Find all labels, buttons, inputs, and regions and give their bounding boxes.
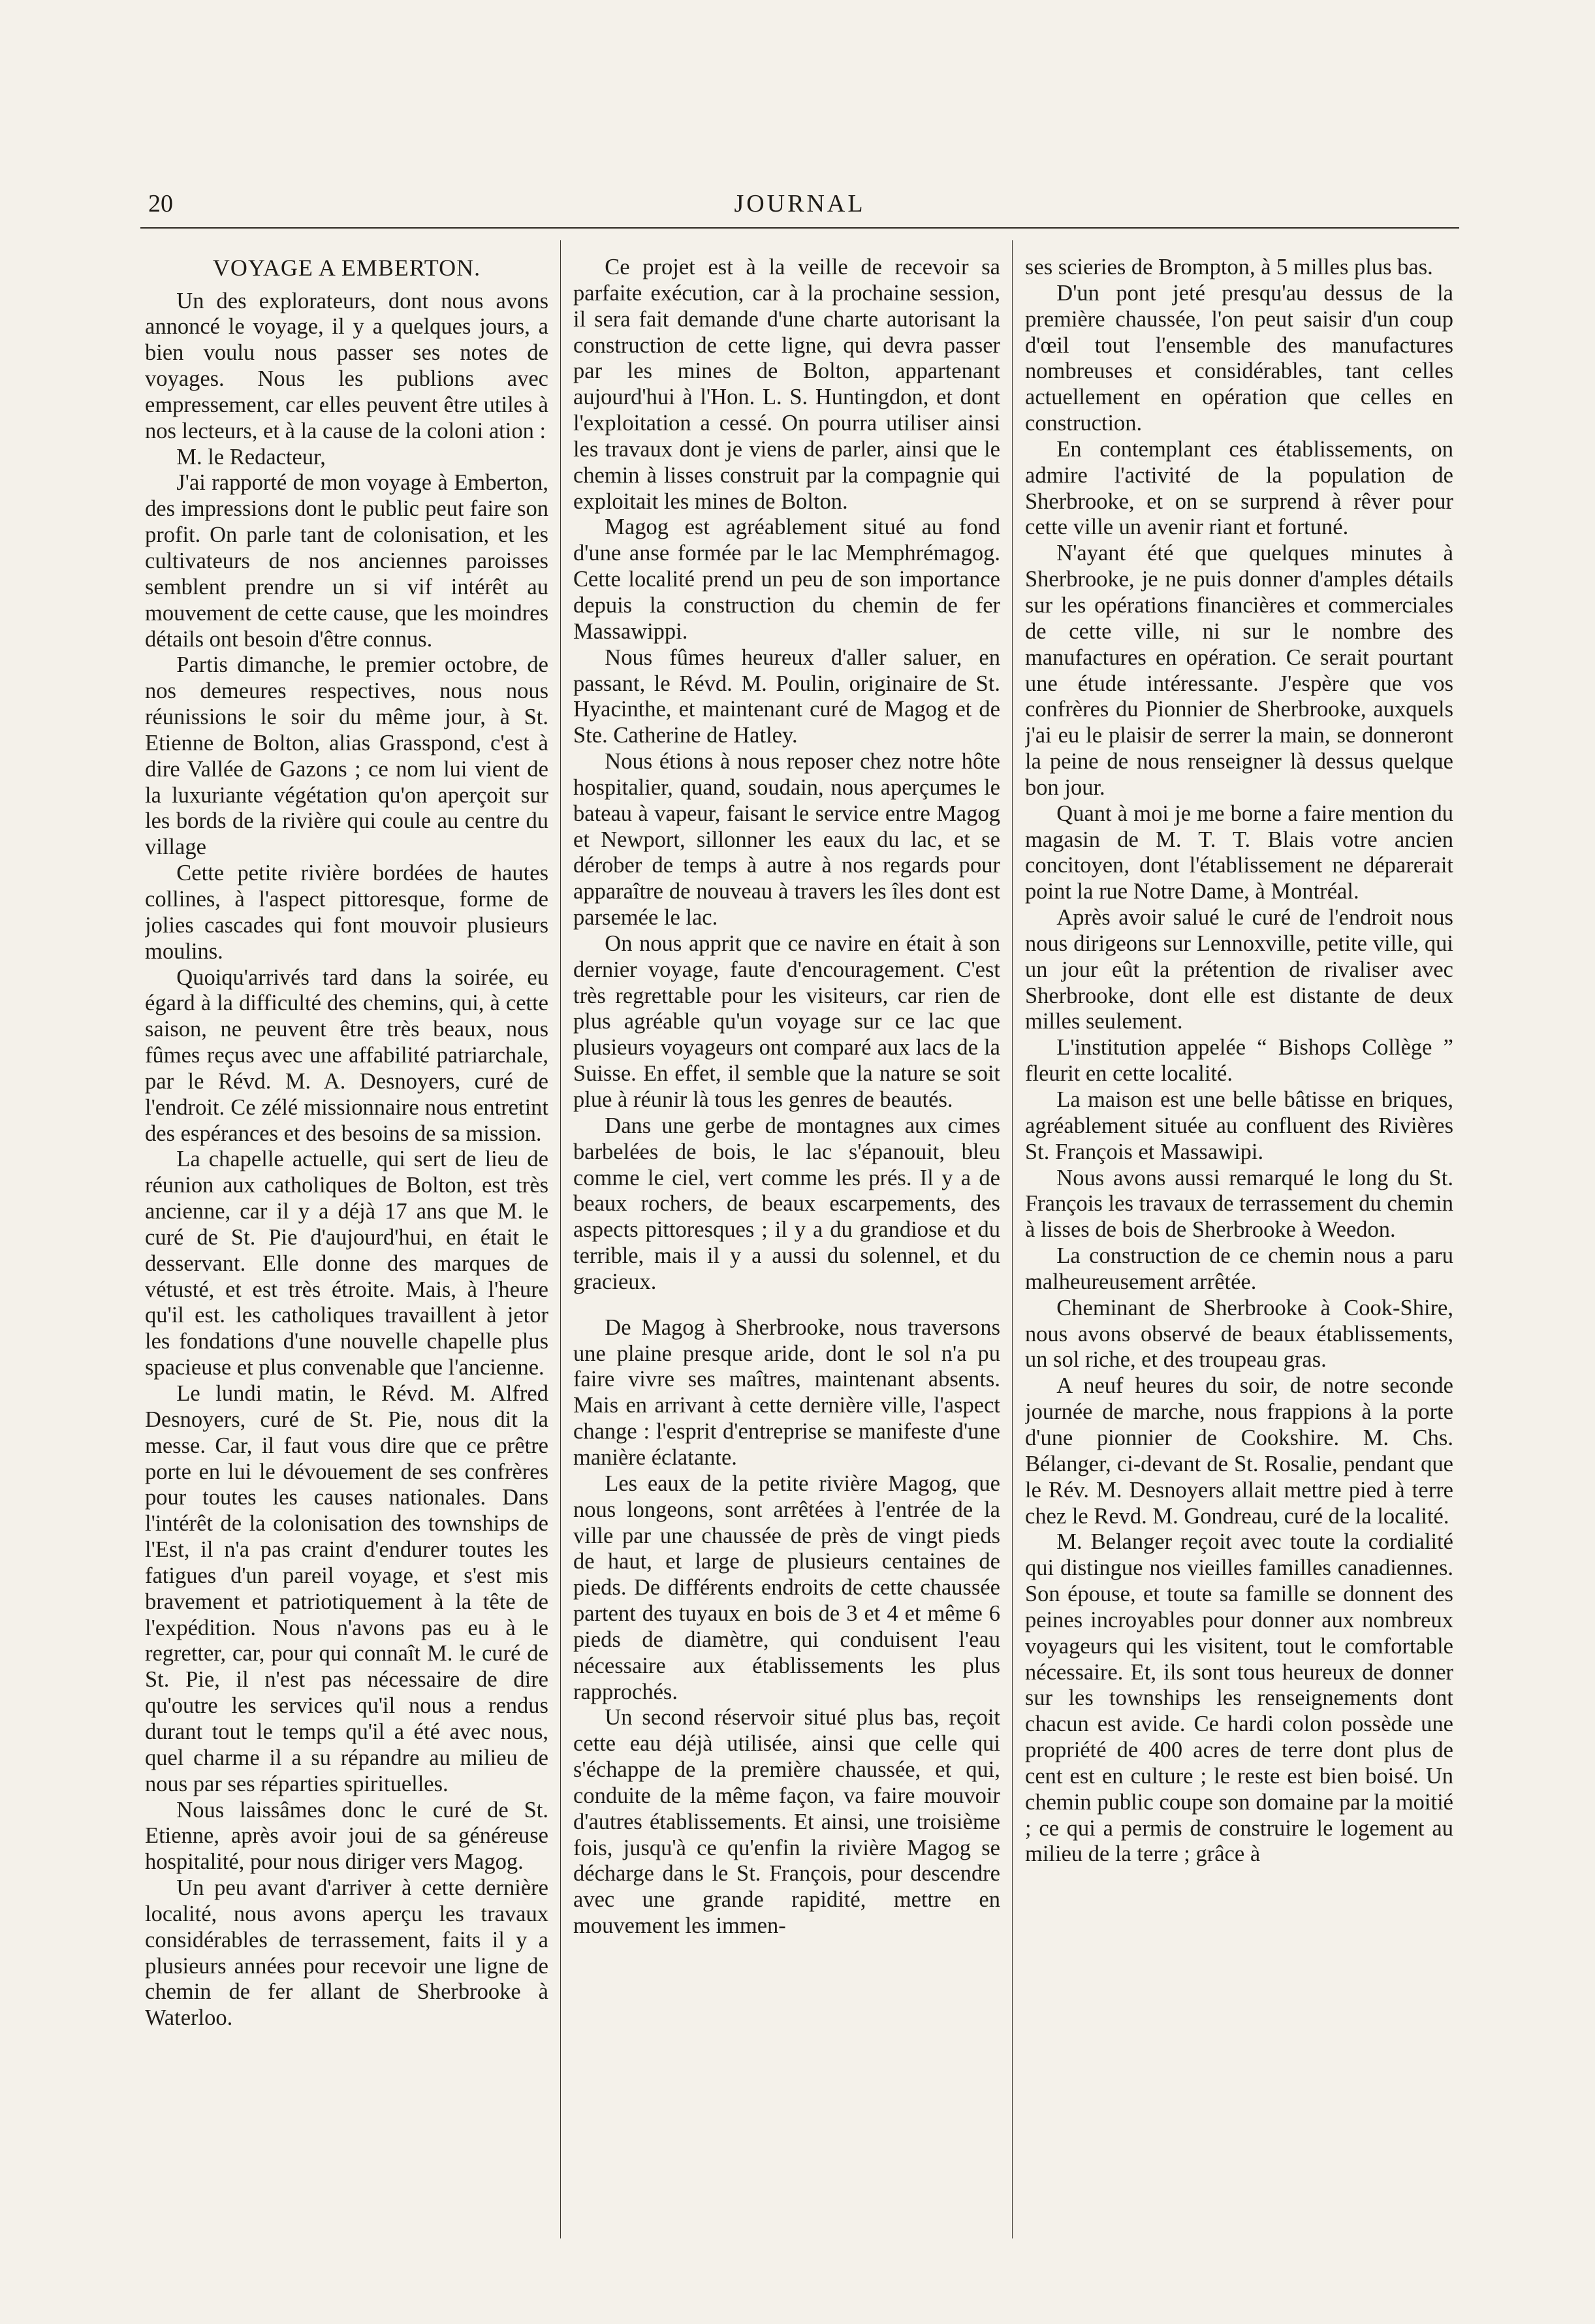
paragraph: Nous laissâmes donc le curé de St. Etienne, après avoir joui de sa généreuse hospitalité, pour nous diriger vers Magog. [145,1797,548,1875]
column-3 [1025,255,1453,2279]
paragraph: On nous apprit que ce navire en était à son dernier voyage, faute d'encouragement. C'est très regrettable pour les visiteurs, car rien de plus agréable qu'un voyage sur ce lac que plusieurs voyageurs ont comparé aux lacs de la Suisse. En effet, il semble que la nature se soit plue à réunir là tous les genres de beautés. [573,931,1000,1112]
paragraph: En contemplant ces établissements, on admire l'activité de la population de Sherbrooke, et on se surprend à rêver pour cette ville un avenir riant et fortuné. [1025,436,1453,540]
paragraph: La maison est une belle bâtisse en briques, agréablement située au confluent des Rivières St. François et Massawipi. [1025,1087,1453,1164]
paragraph: La chapelle actuelle, qui sert de lieu de réunion aux catholiques de Bolton, est très ancienne, car il y a déjà 17 ans que M. le curé de St. Pie d'aujourd'hui, en était le desservant. Elle donne des marques de vétusté, et est très étroite. Mais, à l'heure qu'il est. les catholiques travaillent à jetor les fondations d'une nouvelle chapelle plus spacieuse et plus convenable que l'ancienne. [145,1147,548,1380]
paragraph: Quoiqu'arrivés tard dans la soirée, eu égard à la difficulté des chemins, qui, à cette saison, ne peuvent être très beaux, nous fûmes reçus avec une affabilité patriarchale, par le Révd. M. A. Desnoyers, curé de l'endroit. Ce zélé missionnaire nous entretint des espérances et des besoins de sa mission. [145,964,548,1146]
paragraph: ses scieries de Brompton, à 5 milles plus bas. [1025,255,1433,279]
page-header [140,189,1459,229]
paragraph: N'ayant été que quelques minutes à Sherbrooke, je ne puis donner d'amples détails sur les opérations financières et commerciales de cette ville, ni sur le nombre des manufactures en opération. Ce serait pourtant une étude intéressante. J'espère que vos confrères du Pionnier de Sherbrooke, auxquels j'ai eu le plaisir de serrer la main, se donneront la peine de nous renseigner là dessus quelque bon jour. [1025,541,1453,800]
paragraph: Ce projet est à la veille de recevoir sa parfaite exécution, car à la prochaine session, il sera fait demande d'une charte autorisant la construction de cette ligne, qui devra passer par les mines de Bolton, appartenant aujourd'hui à l'Hon. L. S. Huntingdon, et dont l'exploitation a cessé. On pourra utiliser ainsi les travaux dont je viens de parler, ainsi que le chemin à lisses construit par la compagnie qui exploitait les mines de Bolton. [573,255,1000,514]
paragraph: Un second réservoir situé plus bas, reçoit cette eau déjà utilisée, ainsi que celle qui s'échappe de la première chaussée, et qui, conduite de la même façon, va faire mouvoir d'autres établissements. Et ainsi, une troisième fois, jusqu'à ce qu'enfin la rivière Magog se décharge dans le St. François, pour descendre avec une grande rapidité, mettre en mouvement les immen- [573,1705,1000,1939]
page-number: 20 [148,190,173,217]
paragraph: L'institution appelée “ Bishops Collège ” fleurit en cette localité. [1025,1035,1453,1087]
paragraph: Cheminant de Sherbrooke à Cook-Shire, nous avons observé de beaux établissements, un sol riche, et des troupeau gras. [1025,1295,1453,1373]
paragraph: D'un pont jeté presqu'au dessus de la première chaussée, l'on peut saisir d'un coup d'œil tout l'ensemble des manufactures nombreuses et considérables, tant celles actuellement en opération que celles en construction. [1025,280,1453,436]
column-divider [1012,240,1013,2238]
paragraph: Un des explorateurs, dont nous avons annoncé le voyage, il y a quelques jours, a bien voulu nous passer ses notes de voyages. Nous les publions avec empressement, car elles peuvent être utiles à nos lecteurs, et à la cause de la coloni ation : [145,288,548,443]
paragraph: J'ai rapporté de mon voyage à Emberton, des impressions dont le public peut faire son profit. On parle tant de colonisation, et les cultivateurs de nos anciennes paroisses semblent prendre un si vif intérêt au mouvement de cette cause, que les moindres détails ont besoin d'être connus. [145,470,548,652]
header-rule [140,227,1459,229]
paragraph: A neuf heures du soir, de notre seconde journée de marche, nous frappions à la porte d'une pionnier de Cookshire. M. Chs. Bélanger, ci-devant de St. Rosalie, pendant que le Rév. M. Desnoyers allait mettre pied à terre chez le Revd. M. Gondreau, curé de la localité. [1025,1373,1453,1529]
paragraph: Après avoir salué le curé de l'endroit nous nous dirigeons sur Lennoxville, petite ville, qui un jour eût la prétention de rivaliser avec Sherbrooke, dont elle est distante de deux milles seulement. [1025,905,1453,1034]
paragraph: Dans une gerbe de montagnes aux cimes barbelées de bois, le lac s'épanouit, bleu comme le ciel, vert comme les prés. Il y a de beaux rochers, de beaux escarpements, des aspects pittoresques ; il y a du grandiose et du terrible, mais il y a aussi du solennel, et du gracieux. [573,1113,1000,1294]
paragraph: De Magog à Sherbrooke, nous traversons une plaine presque aride, dont le sol n'a pu faire vivre ses maîtres, maintenant absents. Mais en arrivant à cette dernière ville, l'aspect change : l'esprit d'entreprise se manifeste d'une manière éclatante. [573,1314,1000,1470]
paragraph: Nous fûmes heureux d'aller saluer, en passant, le Révd. M. Poulin, originaire de St. Hyacinthe, et maintenant curé de Magog et de Ste. Catherine de Hatley. [573,645,1000,748]
paragraph: Quant à moi je me borne a faire mention du magasin de M. T. T. Blais votre ancien concitoyen, dont l'établissement ne déparerait point la rue Notre Dame, à Montréal. [1025,801,1453,904]
paragraph: Partis dimanche, le premier octobre, de nos demeures respectives, nous nous réunissions le soir du même jour, à St. Etienne de Bolton, alias Grasspond, c'est à dire Vallée de Gazons ; ce nom lui vient de la luxuriante végétation qu'on aperçoit sur les bords de la rivière qui coule au centre du village [145,652,548,860]
salutation: M. le Redacteur, [176,444,326,470]
paragraph: Nous avons aussi remarqué le long du St. François les travaux de terrassement du chemin à lisses de bois de Sherbrooke à Weedon. [1025,1165,1453,1243]
column-2 [573,255,1000,2279]
paragraph: Les eaux de la petite rivière Magog, que nous longeons, sont arrêtées à l'entrée de la ville par une chaussée de près de vingt pieds de haut, et large de plusieurs centaines de pieds. De différents endroits de cette chaussée partent des tuyaux en bois de 3 et 4 et même 6 pieds de diamètre, qui conduisent l'eau nécessaire aux établissements les plus rapprochés. [573,1471,1000,1704]
paragraph: La construction de ce chemin nous a paru malheureusement arrêtée. [1025,1243,1453,1294]
paragraph: Cette petite rivière bordées de hautes collines, à l'aspect pittoresque, forme de jolies cascades qui font mouvoir plusieurs moulins. [145,861,548,964]
paragraph: Magog est agréablement situé au fond d'une anse formée par le lac Memphrémagog. Cette localité prend un peu de son importance depuis la construction du chemin de fer Massawippi. [573,515,1000,644]
paragraph: Un peu avant d'arriver à cette dernière localité, nous avons aperçu les travaux considérables de terrassement, faits il y a plusieurs années pour recevoir une ligne de chemin de fer allant de Sherbrooke à Waterloo. [145,1875,548,2031]
page-heading: JOURNAL [734,190,866,217]
paragraph: Nous étions à nous reposer chez notre hôte hospitalier, quand, soudain, nous aperçumes le bateau à vapeur, faisant le service entre Magog et Newport, sillonner les eaux du lac, et se dérober de temps à autre à nos regards pour apparaître de nouveau à travers les îles dont est parsemée le lac. [573,749,1000,931]
column-divider [560,240,561,2238]
paragraph: Le lundi matin, le Révd. M. Alfred Desnoyers, curé de St. Pie, nous dit la messe. Car, il faut vous dire que ce prêtre porte en lui le dévouement de ses confrères pour toutes les causes nationales. Dans l'intérêt de la colonisation des townships de l'Est, il n'a pas craint d'endurer toutes les fatigues d'un pareil voyage, et s'est mis bravement et patriotiquement à la tête de l'expédition. Nous n'avons pas eu à le regretter, car, pour qui connaît M. le curé de St. Pie, il n'est pas nécessaire de dire qu'outre les services qu'il nous a rendus durant tout le temps qu'il a été avec nous, quel charme il a su répandre au milieu de nous par ses réparties spirituelles. [145,1381,548,1796]
paragraph: M. Belanger reçoit avec toute la cordialité qui distingue nos vieilles familles canadiennes. Son épouse, et toute sa famille se donnent des peines incroyables pour donner aux nombreux voyageurs qui les visitent, tout le comfortable nécessaire. Et, ils sont tous heureux de donner sur les townships les renseignements dont chacun est avide. Ce hardi colon possède une propriété de 400 acres de terre dont plus de cent est en culture ; le reste est bien boisé. Un chemin public coupe son domaine par la moitié ; ce qui a permis de construire le logement au milieu de la terre ; grâce à [1025,1529,1453,1867]
article-title: VOYAGE A EMBERTON. [212,255,481,281]
column-1 [145,255,548,2279]
